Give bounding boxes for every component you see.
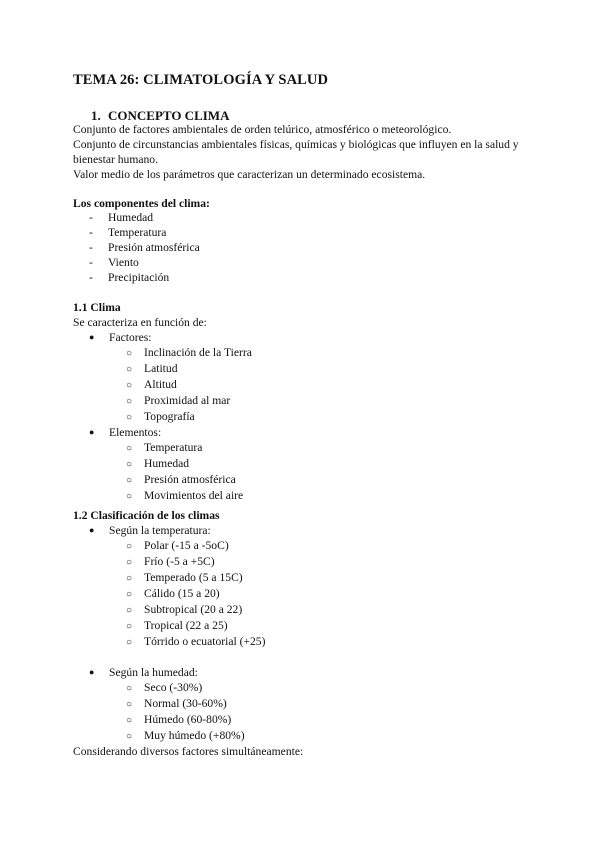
circle-marker: ○ (126, 573, 133, 584)
dash-marker: - (89, 226, 93, 239)
circle-marker: ○ (126, 491, 133, 502)
list-item: - Humedad (89, 211, 154, 224)
clima-intro: Se caracteriza en función de: (73, 316, 207, 329)
circle-marker: ○ (126, 731, 133, 742)
circle-marker: ○ (126, 380, 133, 391)
circle-marker: ○ (126, 541, 133, 552)
circle-marker: ○ (126, 589, 133, 600)
list-item: ● Según la humedad: ○ Seco (-30%) ○ Normal (30-60%) ○ Húmedo (60-80%) ○ Muy húmedo (+80%) (89, 665, 265, 744)
bullet-marker: ● (89, 525, 95, 535)
circle-marker: ○ (126, 699, 133, 710)
sub-list-item: ○ Húmedo (60-80%) (126, 713, 232, 726)
sub-list-item: ○ Proximidad al mar (126, 394, 231, 407)
sub-list-item: ○ Presión atmosférica (126, 473, 236, 486)
bullet-marker: ● (89, 427, 95, 437)
sub-list-item: ○ Frío (-5 a +5C) (126, 555, 215, 568)
dash-marker: - (89, 271, 93, 284)
bullet-marker: ● (89, 332, 95, 342)
dash-marker: - (89, 211, 93, 224)
clasificacion-heading: 1.2 Clasificación de los climas (73, 509, 220, 522)
circle-marker: ○ (126, 443, 133, 454)
sub-list-item: ○ Latitud (126, 362, 178, 375)
sub-list-item: ○ Polar (-15 a -5oC) (126, 539, 229, 552)
circle-marker: ○ (126, 459, 133, 470)
circle-marker: ○ (126, 475, 133, 486)
dash-marker: - (89, 241, 93, 254)
circle-marker: ○ (126, 396, 133, 407)
sub-list-item: ○ Inclinación de la Tierra (126, 346, 252, 359)
definition-paragraphs (73, 122, 533, 182)
sub-list-item: ○ Tropical (22 a 25) (126, 619, 228, 632)
list-item: - Presión atmosférica (89, 241, 200, 254)
closing-text: Considerando diversos factores simultáneamente: (73, 745, 304, 758)
sub-list-item: ○ Seco (-30%) (126, 681, 203, 694)
circle-marker: ○ (126, 364, 133, 375)
circle-marker: ○ (126, 348, 133, 359)
definition-line: Valor medio de los parámetros que caracterizan un determinado ecosistema. (73, 168, 426, 181)
list-item: ● Según la temperatura: ○ Polar (-15 a -5oC) ○ Frío (-5 a +5C) ○ Temperado (5 a 15C) ○ Cálido (15 a 20) ○ Subtropical (20 a 22) ○ Tropical (22 a 25) ○ Tórrido o ecuatorial (+25) (89, 524, 266, 648)
sub-list-item: ○ Temperado (5 a 15C) (126, 571, 243, 584)
list-item: - Temperatura (89, 226, 167, 239)
section-title: CONCEPTO CLIMA (108, 108, 230, 123)
sub-list-item: ○ Cálido (15 a 20) (126, 587, 220, 600)
sub-list-item: ○ Tórrido o ecuatorial (+25) (126, 635, 266, 648)
list-item: - Precipitación (89, 271, 170, 284)
sub-list-item: ○ Topografía (126, 410, 195, 423)
list-item: ● Factores: ○ Inclinación de la Tierra ○ Latitud ○ Altitud ○ Proximidad al mar ○ Topografía (89, 331, 252, 423)
circle-marker: ○ (126, 605, 133, 616)
list-item: ● Elementos: ○ Temperatura ○ Humedad ○ Presión atmosférica ○ Movimientos del aire (89, 425, 252, 504)
clima-heading: 1.1 Clima (73, 301, 121, 314)
circle-marker: ○ (126, 715, 133, 726)
clasificacion-list (89, 523, 265, 744)
definition-line: Conjunto de factores ambientales de orden telúrico, atmosférico o meteorológico. (73, 123, 452, 136)
page-title: TEMA 26: CLIMATOLOGÍA Y SALUD (73, 72, 329, 88)
clima-list (89, 330, 252, 504)
sub-list-item: ○ Altitud (126, 378, 177, 391)
bullet-marker: ● (89, 667, 95, 677)
sub-list-item: ○ Normal (30-60%) (126, 697, 227, 710)
circle-marker: ○ (126, 683, 133, 694)
section-number: 1. (91, 108, 101, 123)
components-heading: Los componentes del clima: (73, 197, 210, 210)
sub-list-item: ○ Movimientos del aire (126, 489, 244, 502)
sub-list-item: ○ Humedad (126, 457, 190, 470)
sub-list-item: ○ Muy húmedo (+80%) (126, 729, 245, 742)
list-item: - Viento (89, 256, 139, 269)
circle-marker: ○ (126, 637, 133, 648)
definition-line: Conjunto de circunstancias ambientales físicas, químicas y biológicas que influyen en la salud y bienestar humano. (73, 138, 519, 166)
circle-marker: ○ (126, 621, 133, 632)
sub-list-item: ○ Subtropical (20 a 22) (126, 603, 243, 616)
sub-list-item: ○ Temperatura (126, 441, 203, 454)
components-list (89, 210, 200, 285)
circle-marker: ○ (126, 557, 133, 568)
dash-marker: - (89, 256, 93, 269)
circle-marker: ○ (126, 412, 133, 423)
